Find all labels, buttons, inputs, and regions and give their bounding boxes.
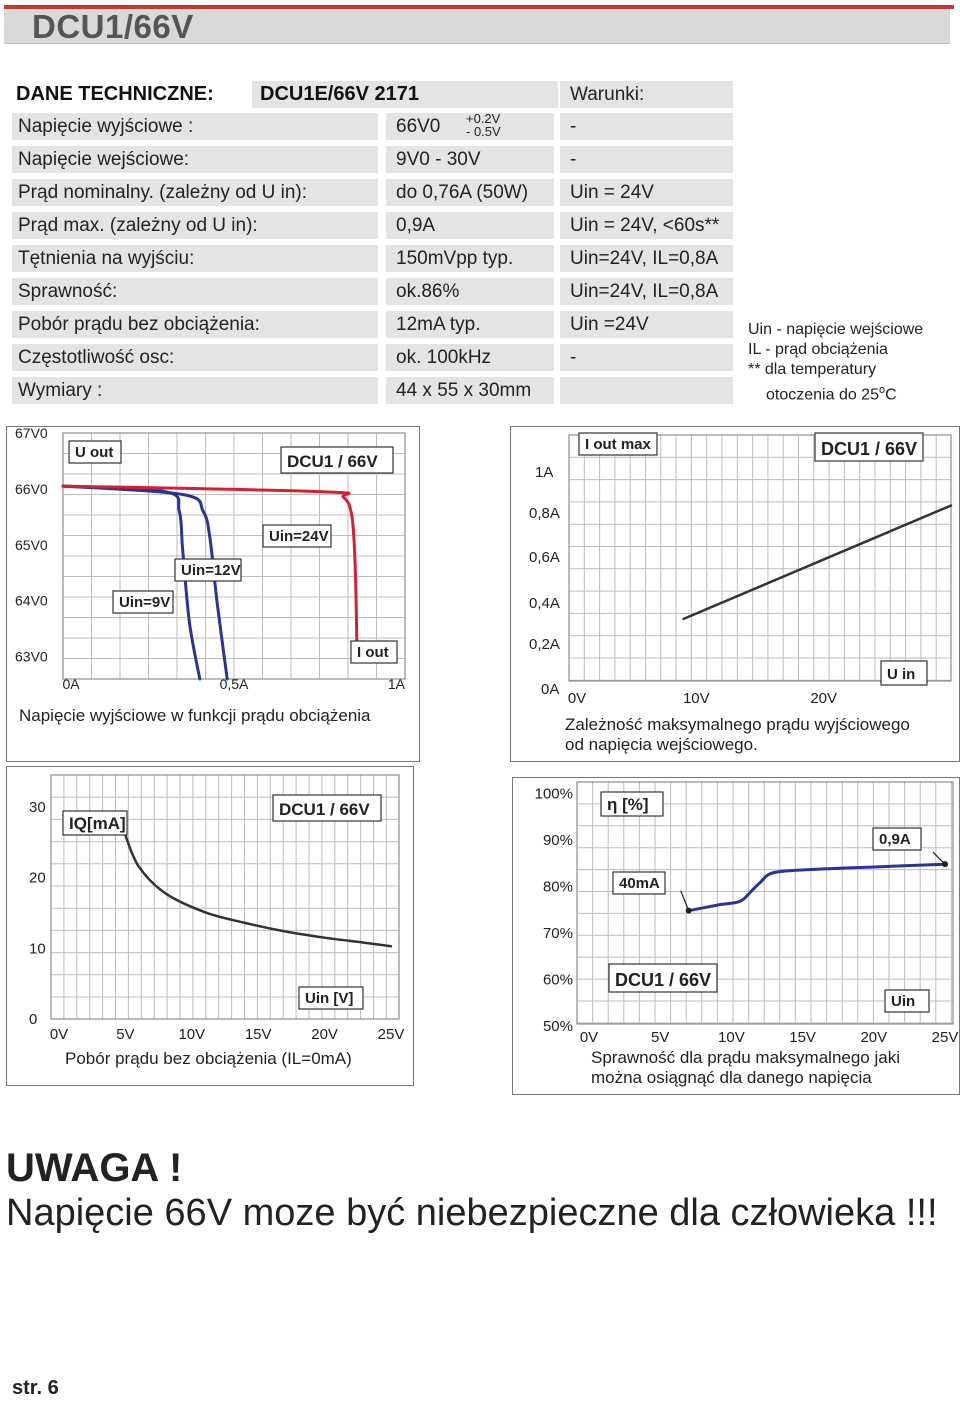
y-tick-label: 90% — [542, 832, 573, 849]
y-tick-label: 80% — [542, 878, 573, 896]
point-label-0-9a-text: 0,9A — [879, 831, 911, 848]
y-axis-label — [69, 441, 121, 463]
y-tick-label: 66V0 — [15, 480, 48, 497]
chart-title-text: DCU1 / 66V — [615, 970, 712, 990]
chart-title-text: DCU1 / 66V — [821, 439, 918, 459]
x-tick-label: 1A — [387, 676, 405, 692]
chart-title-text: DCU1 / 66V — [279, 800, 370, 819]
chart-efficiency-svg — [513, 778, 959, 1094]
spec-row-value: 12mA typ. — [386, 311, 554, 338]
spec-row-value: 9V0 - 30V — [386, 146, 554, 173]
title-bar — [4, 9, 950, 44]
chart-efficiency — [512, 777, 960, 1095]
chart-quiescent-caption: Pobór prądu bez obciążenia (IL=0mA) — [65, 1049, 352, 1068]
y-tick-label: 10 — [29, 940, 46, 958]
y-axis-label-text: IQ[mA] — [69, 814, 126, 833]
chart-title — [281, 447, 393, 473]
chart-title — [273, 795, 381, 821]
series-line-iq — [125, 835, 391, 946]
y-axis-label — [63, 811, 127, 835]
spec-row-label: Częstotliwość osc: — [12, 344, 378, 371]
point-label-40ma — [613, 872, 665, 894]
x-axis-label-text: Uin — [891, 993, 916, 1010]
spec-row-label: Tętnienia na wyjściu: — [12, 245, 378, 272]
chart-title-text: DCU1 / 66V — [287, 452, 378, 471]
series-line-efficiency — [689, 864, 945, 911]
x-tick-label: 0A — [62, 676, 80, 692]
y-tick-label: 65V0 — [15, 536, 48, 553]
spec-row-value: ok. 100kHz — [386, 344, 554, 371]
warning-title: UWAGA ! — [6, 1146, 183, 1190]
spec-row-condition: Uin=24V, IL=0,8A — [560, 245, 733, 272]
x-tick-label: 5V — [651, 1029, 670, 1046]
spec-row-label: Pobór prądu bez obciążenia: — [12, 311, 378, 338]
y-tick-label: 30 — [29, 799, 46, 816]
x-tick-label: 20V — [860, 1029, 888, 1046]
point-label-0-9a — [873, 828, 921, 850]
spec-row-condition — [560, 377, 733, 404]
note-temp: ** dla temperatury — [748, 361, 877, 378]
x-tick-label: 0V — [579, 1029, 599, 1046]
note-temp-2: otoczenia do 25$^o$C — [766, 384, 897, 404]
point-label-40ma-text: 40mA — [619, 875, 660, 892]
x-tick-label: 10V — [682, 690, 710, 707]
chart-efficiency-caption — [591, 1048, 900, 1088]
plot-frame — [569, 435, 951, 681]
caption-line-2: można osiągnąć dla danego napięcia — [591, 1068, 872, 1087]
chart-output-voltage — [6, 426, 420, 762]
tolerance-plus: +0.2V — [466, 111, 501, 126]
spec-model: DCU1E/66V 2171 — [252, 81, 558, 108]
chart-title — [815, 433, 923, 461]
warning-text: Napięcie 66V moze być niebezpieczne dla człowieka !!! — [6, 1192, 938, 1234]
page-title: DCU1/66V — [32, 8, 194, 45]
note-il: IL - prąd obciążenia — [748, 341, 888, 358]
chart2-grid — [569, 435, 951, 681]
y-tick-label: 67V0 — [15, 425, 48, 441]
series-label-uin24 — [263, 525, 331, 547]
spec-row-value: 0,9A — [386, 212, 554, 239]
x-tick-label: 5V — [116, 1026, 135, 1043]
series-line-iout-max — [684, 506, 951, 619]
note-uin: Uin - napięcie wejściowe — [748, 321, 924, 338]
caption-line-2: od napięcia wejściowego. — [565, 735, 758, 754]
y-tick-label: 70% — [542, 925, 573, 942]
chart-quiescent-current — [6, 766, 414, 1086]
spec-row-label: Prąd max. (zależny od U in): — [12, 212, 378, 239]
y-tick-label: 60% — [542, 971, 573, 989]
x-tick-label: 15V — [244, 1026, 272, 1043]
page-number: str. 6 — [12, 1377, 59, 1399]
chart-title — [609, 964, 717, 992]
label-leader — [681, 891, 689, 911]
chart-max-current — [510, 426, 960, 762]
spec-row-condition: - — [560, 344, 733, 371]
y-tick-label: 50% — [542, 1018, 573, 1035]
x-axis-label — [881, 661, 927, 685]
spec-row-label: Wymiary : — [12, 377, 378, 404]
series-label-uin12-text: Uin=12V — [181, 562, 241, 579]
label-leader — [933, 852, 945, 864]
spec-header-label: DANE TECHNICZNE: — [12, 81, 256, 108]
spec-row-label: Sprawność: — [12, 278, 378, 305]
y-tick-label: 0,2A — [529, 636, 560, 653]
chart-max-current-svg — [511, 427, 959, 761]
spec-row-value: 44 x 55 x 30mm — [386, 377, 554, 404]
spec-row-condition: Uin = 24V, <60s** — [560, 212, 733, 239]
x-axis-label — [351, 641, 397, 663]
tolerance-minus: - 0.5V — [466, 124, 501, 139]
y-tick-label: 0A — [541, 681, 560, 698]
y-axis-label-text: U out — [75, 444, 114, 461]
x-tick-label: 10V — [718, 1029, 745, 1046]
x-axis-label-text: U in — [887, 666, 916, 683]
x-tick-label: 10V — [178, 1026, 206, 1043]
spec-row-value: 150mVpp typ. — [386, 245, 554, 272]
y-axis-label-text: I out max — [585, 436, 651, 453]
spec-row-condition: Uin=24V, IL=0,8A — [560, 278, 733, 305]
y-tick-label: 1A — [535, 464, 554, 481]
x-tick-label: 20V — [810, 690, 838, 707]
spec-conditions-header: Warunki: — [560, 81, 733, 108]
spec-row-label: Prąd nominalny. (zależny od U in): — [12, 179, 378, 206]
x-tick-label: 15V — [789, 1029, 816, 1046]
y-tick-label: 100% — [534, 785, 573, 803]
spec-row-condition: Uin = 24V — [560, 179, 733, 206]
spec-row-condition: - — [560, 146, 733, 173]
y-tick-label: 64V0 — [15, 592, 48, 609]
spec-row-value: 66V0 — [386, 113, 554, 140]
x-axis-label-text: Uin [V] — [305, 990, 354, 1007]
spec-row-label: Napięcie wejściowe: — [12, 146, 378, 173]
series-label-uin12 — [175, 559, 241, 581]
series-label-uin9-text: Uin=9V — [119, 594, 171, 611]
x-tick-label: 0V — [49, 1026, 69, 1043]
chart-quiescent-current-svg — [7, 767, 413, 1085]
y-axis-label-text: η [%] — [607, 795, 649, 814]
y-tick-label: 0 — [29, 1011, 38, 1028]
spec-row-label: Napięcie wyjściowe : — [12, 113, 378, 140]
spec-row-value: do 0,76A (50W) — [386, 179, 554, 206]
y-tick-label: 63V0 — [15, 648, 48, 665]
x-axis-label — [299, 987, 363, 1009]
y-tick-label: 20 — [29, 869, 46, 887]
spec-row-condition: Uin =24V — [560, 311, 733, 338]
x-tick-label: 0,5A — [219, 676, 249, 692]
spec-row-value: ok.86% — [386, 278, 554, 305]
y-tick-label: 0,8A — [529, 505, 560, 522]
y-axis-label — [601, 792, 663, 816]
x-tick-label: 25V — [377, 1026, 405, 1043]
chart-max-current-caption — [565, 715, 910, 755]
y-tick-label: 0,6A — [529, 549, 560, 566]
x-tick-label: 25V — [931, 1029, 959, 1046]
spec-notes — [748, 320, 923, 405]
x-axis-label-text: I out — [357, 644, 389, 661]
y-tick-label: 0,4A — [529, 595, 560, 612]
caption-line-1: Sprawność dla prądu maksymalnego jaki — [591, 1048, 900, 1067]
series-label-uin24-text: Uin=24V — [269, 528, 329, 545]
caption-line-1: Zależność maksymalnego prądu wyjściowego — [565, 715, 910, 734]
chart-output-voltage-caption: Napięcie wyjściowe w funkcji prądu obciążenia — [19, 706, 371, 725]
y-axis-label — [579, 433, 657, 455]
x-tick-label: 0V — [567, 690, 587, 707]
x-axis-label — [885, 990, 929, 1012]
tolerance — [466, 112, 501, 138]
spec-row-condition: - — [560, 113, 733, 140]
series-label-uin9 — [113, 591, 173, 613]
x-tick-label: 20V — [311, 1026, 338, 1043]
